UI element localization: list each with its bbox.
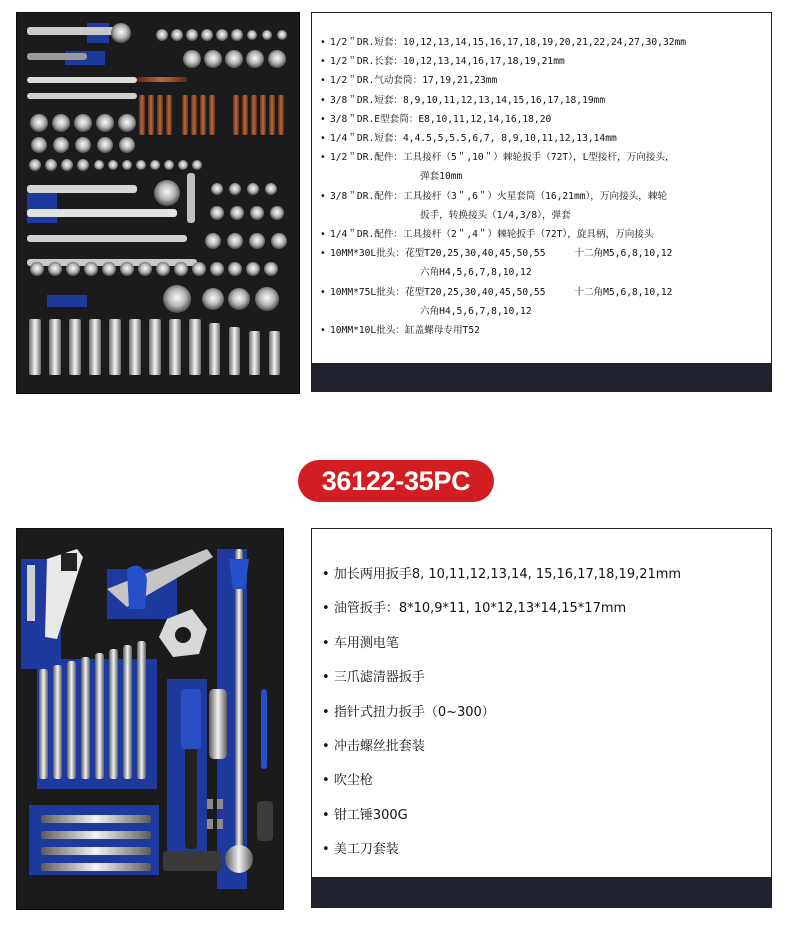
spec-item: • 加长两用扳手8, 10,11,12,13,14, 15,16,17,18,19,21mm xyxy=(322,567,682,582)
socket-tray-illustration xyxy=(17,13,299,393)
spec-item: • 指针式扭力扳手（0~300） xyxy=(322,704,495,720)
panel-footer-bar xyxy=(312,363,771,391)
spec-item-continuation: 六角H4,5,6,7,8,10,12 xyxy=(420,267,532,279)
spec-item: • 3/8＂DR.配件：工具接杆（3＂,6＂）火星套筒（16,21mm），万向接头，棘轮 xyxy=(320,190,668,202)
spec-item: • 1/2＂DR.短套：10,12,13,14,15,16,17,18,19,20,21,22,24,27,30,32mm xyxy=(320,37,687,48)
spec-item: • 美工刀套装 xyxy=(322,842,399,858)
spec-item: • 10MM*30L批头：花型T20,25,30,40,45,50,55 十二角M5,6,8,10,12 xyxy=(320,248,673,260)
spec-item: • 1/2＂DR.长套：10,12,13,14,16,17,18,19,21mm xyxy=(320,56,565,68)
panel-footer-bar xyxy=(312,877,771,907)
spec-item: • 10MM*10L批头：缸盖螺母专用T52 xyxy=(320,325,480,337)
bottom-spec-list xyxy=(322,565,681,875)
spec-item: • 车用测电笔 xyxy=(322,635,399,651)
socket-tray-photo xyxy=(16,12,300,394)
spec-item: • 1/2＂DR.配件：工具接杆（5＂,10＂）棘轮扳手（72T），L型接杆，万向接头， xyxy=(320,152,675,164)
spec-item: • 吹尘枪 xyxy=(322,773,373,789)
wrench-tray-photo xyxy=(16,528,284,910)
spec-item-continuation: 六角H4,5,6,7,8,10,12 xyxy=(420,305,532,317)
bottom-spec-panel xyxy=(311,528,772,908)
spec-item: • 1/2＂DR.气动套筒：17,19,21,23mm xyxy=(320,75,498,87)
spec-item-continuation: 扳手，转换接头（1/4,3/8），弹套 xyxy=(420,209,571,221)
product-code-badge: 36122-35PC xyxy=(298,460,494,502)
spec-item: • 10MM*75L批头：花型T20,25,30,40,45,50,55 十二角M5,6,8,10,12 xyxy=(320,286,673,298)
wrench-tray-illustration xyxy=(17,529,283,909)
top-spec-list xyxy=(320,33,763,340)
spec-item: • 3/8＂DR.短套：8,9,10,11,12,13,14,15,16,17,18,19mm xyxy=(320,94,606,106)
spec-item: • 1/4＂DR.配件：工具接杆（2＂,4＂）棘轮扳手（72T），旋具柄，万向接头 xyxy=(320,229,654,241)
spec-item: • 冲击螺丝批套装 xyxy=(322,738,425,754)
spec-item: • 1/4＂DR.短套：4,4.5,5,5.5,6,7, 8,9,10,11,12,13,14mm xyxy=(320,133,617,145)
spec-item-continuation: 弹套10mm xyxy=(420,171,463,183)
spec-item: • 三爪滤清器扳手 xyxy=(322,670,425,686)
spec-item: • 油管扳手：8*10,9*11, 10*12,13*14,15*17mm xyxy=(322,601,627,617)
spec-item: • 钳工锤300G xyxy=(322,807,408,823)
spec-item: • 3/8＂DR.E型套筒：E8,10,11,12,14,16,18,20 xyxy=(320,113,552,125)
top-spec-panel xyxy=(311,12,772,392)
